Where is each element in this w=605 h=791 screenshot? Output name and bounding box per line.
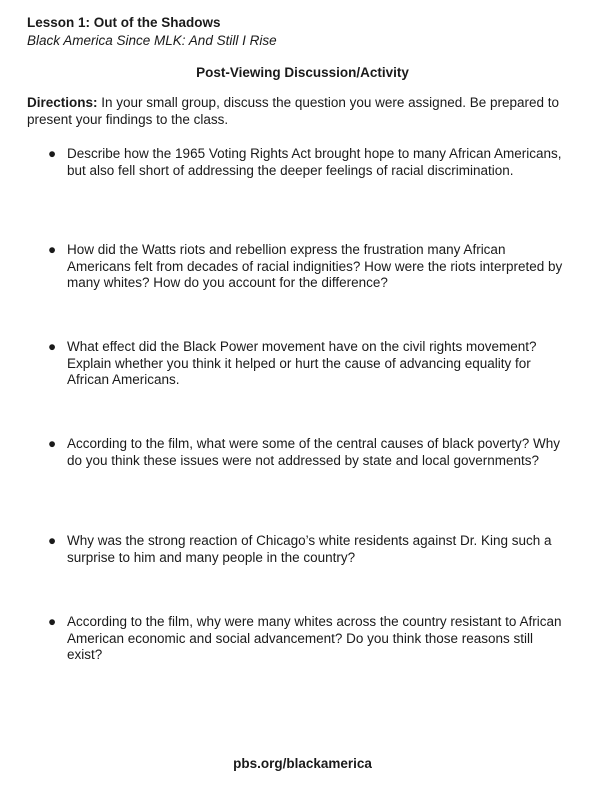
question-item — [48, 533, 568, 566]
footer-url: pbs.org/blackamerica — [233, 756, 372, 771]
question-item — [48, 242, 568, 292]
directions-paragraph — [27, 95, 567, 128]
question-text: What effect did the Black Power movement have on the civil rights movement? Explain whether you think it helped or hurt the cause of advancing equality for African Americans. — [67, 339, 537, 387]
lesson-title: Lesson 1: Out of the Shadows — [27, 15, 221, 30]
question-item — [48, 436, 568, 469]
question-text: Why was the strong reaction of Chicago’s white residents against Dr. King such a surprise to him and many people in the country? — [67, 533, 552, 565]
directions-label: Directions: — [27, 95, 98, 110]
bullet-icon: ● — [48, 146, 57, 161]
question-item — [48, 146, 568, 179]
bullet-icon: ● — [48, 614, 57, 629]
bullet-icon: ● — [48, 242, 57, 257]
bullet-icon: ● — [48, 533, 57, 548]
question-text: According to the film, why were many whites across the country resistant to African American economic and social advancement? Do you think those reasons still exist? — [67, 614, 562, 662]
series-subtitle: Black America Since MLK: And Still I Rise — [27, 33, 277, 48]
activity-heading: Post-Viewing Discussion/Activity — [196, 65, 409, 80]
question-item — [48, 614, 568, 664]
question-text: How did the Watts riots and rebellion express the frustration many African Americans felt from decades of racial indignities? How were the riots interpreted by many whites? How do you account for the difference? — [67, 242, 563, 290]
question-item — [48, 339, 568, 389]
question-text: According to the film, what were some of the central causes of black poverty? Why do you think these issues were not addressed by state and local governments? — [67, 436, 560, 468]
bullet-icon: ● — [48, 339, 57, 354]
question-text: Describe how the 1965 Voting Rights Act brought hope to many African Americans, but also fell short of addressing the deeper feelings of racial discrimination. — [67, 146, 562, 178]
directions-text: In your small group, discuss the question you were assigned. Be prepared to present your findings to the class. — [27, 95, 560, 127]
bullet-icon: ● — [48, 436, 57, 451]
